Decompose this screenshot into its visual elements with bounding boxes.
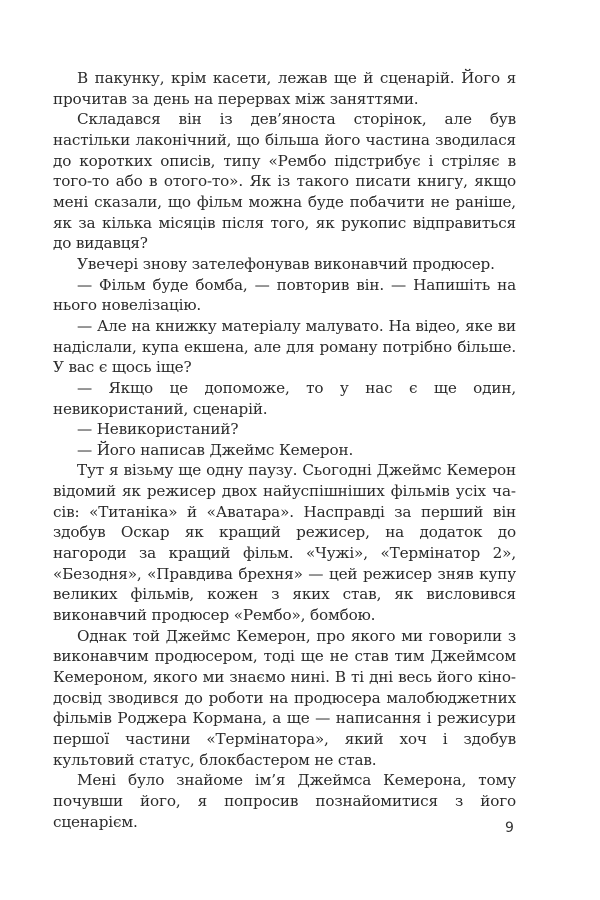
page-number: 9	[505, 820, 514, 836]
paragraph: Складався він із дев’яноста сторінок, але був настільки лаконічний, що більша його частина зводилася до коротких описів, типу «Рембо підстрибує і стріляє в того-то або в отого-то». Як із такого писати книгу, якщо мені сказали, що фільм можна буде побачити не раніше, як за кілька місяців після того, як рукопис відправиться до видавця?	[53, 110, 516, 253]
book-page-text	[53, 68, 516, 832]
dialogue-line: — Якщо це допоможе, то у нас є ще один, невикористаний, сценарій.	[53, 378, 516, 418]
paragraph: Увечері знову зателефонував виконавчий продюсер.	[77, 254, 495, 273]
paragraph: Мені було знайоме ім’я Джеймса Кемерона, тому почувши його, я попросив познайомитися з його сценарієм.	[53, 771, 516, 831]
paragraph: Однак той Джеймс Кемерон, про якого ми говорили з виконавчим продюсером, тоді ще не став тим Джеймсом Кемероном, якого ми знаємо нині. В ті дні весь його кінодосвід зводився до роботи на продюсера малобюджетних фільмів Роджера Кормана, а ще — написання і режисури першої частини «Термінатора», який хоч і здобув культовий статус, блокбастером не став.	[53, 626, 516, 769]
dialogue-line: — Невикористаний?	[77, 420, 239, 439]
paragraph: В пакунку, крім касети, лежав ще й сценарій. Його я прочитав за день на перервах між заняттями.	[53, 69, 516, 108]
dialogue-line: — Його написав Джеймс Кемерон.	[77, 440, 354, 459]
dialogue-line: — Але на книжку матеріалу малувато. На відео, яке ви надіслали, купа екшена, але для роману потрібно більше. У вас є щось іще?	[53, 316, 516, 377]
paragraph: Тут я візьму ще одну паузу. Сьогодні Джеймс Кемерон відомий як режисер двох найуспішніших фільмів усіх часів: «Титаніка» й «Аватара». Насправді за перший він здобув Оскар як кращий режисер, на додаток до нагороди за кращий фільм. «Чужі», «Термінатор 2», «Безодня», «Правдива брехня» — цей режисер зняв купу великих фільмів, кожен з яких став, як висловився виконавчий продюсер «Рембо», бомбою.	[53, 461, 516, 625]
dialogue-line: — Фільм буде бомба, — повторив він. — Напишіть на нього новелізацію.	[53, 275, 516, 315]
